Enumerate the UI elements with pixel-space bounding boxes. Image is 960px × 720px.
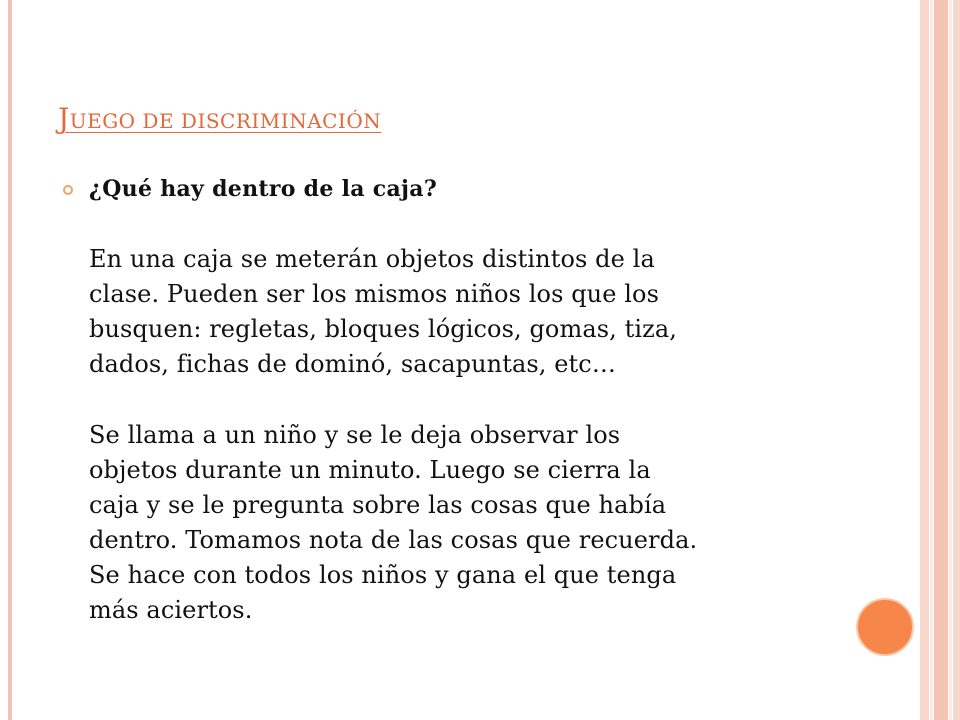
paragraph-line: dentro. Tomamos nota de las cosas que recuerda.	[89, 526, 698, 554]
left-border-line	[8, 0, 12, 720]
paragraph-instructions	[89, 418, 849, 628]
paragraph-line: Se llama a un niño y se le deja observar los	[89, 421, 621, 449]
paragraph-line: objetos durante un minuto. Luego se cierra la	[89, 456, 651, 484]
right-stripe	[949, 0, 952, 720]
paragraph-line: más aciertos.	[89, 596, 253, 624]
accent-circle-decoration	[856, 598, 914, 656]
paragraph-line: caja y se le pregunta sobre las cosas que había	[89, 491, 667, 519]
right-stripe	[920, 0, 929, 720]
paragraph-line: En una caja se meterán objetos distintos de la	[89, 245, 655, 273]
right-stripe	[930, 0, 933, 720]
right-stripe	[934, 0, 948, 720]
slide-title-initial: J	[58, 102, 70, 135]
paragraph-line: busquen: regletas, bloques lógicos, gomas, tiza,	[89, 315, 678, 343]
paragraph-line: Se hace con todos los niños y gana el que tenga	[89, 561, 677, 589]
right-stripe	[953, 0, 960, 720]
bullet-heading: ¿Qué hay dentro de la caja?	[89, 176, 438, 202]
bullet-circle-icon	[63, 185, 73, 195]
paragraph-line: clase. Pueden ser los mismos niños los que los	[89, 280, 660, 308]
slide-title-rest: UEGO DE DISCRIMINACIÓN	[69, 109, 382, 133]
paragraph-line: dados, fichas de dominó, sacapuntas, etc…	[89, 350, 616, 378]
paragraph-description	[89, 242, 849, 382]
slide-title	[58, 102, 381, 135]
